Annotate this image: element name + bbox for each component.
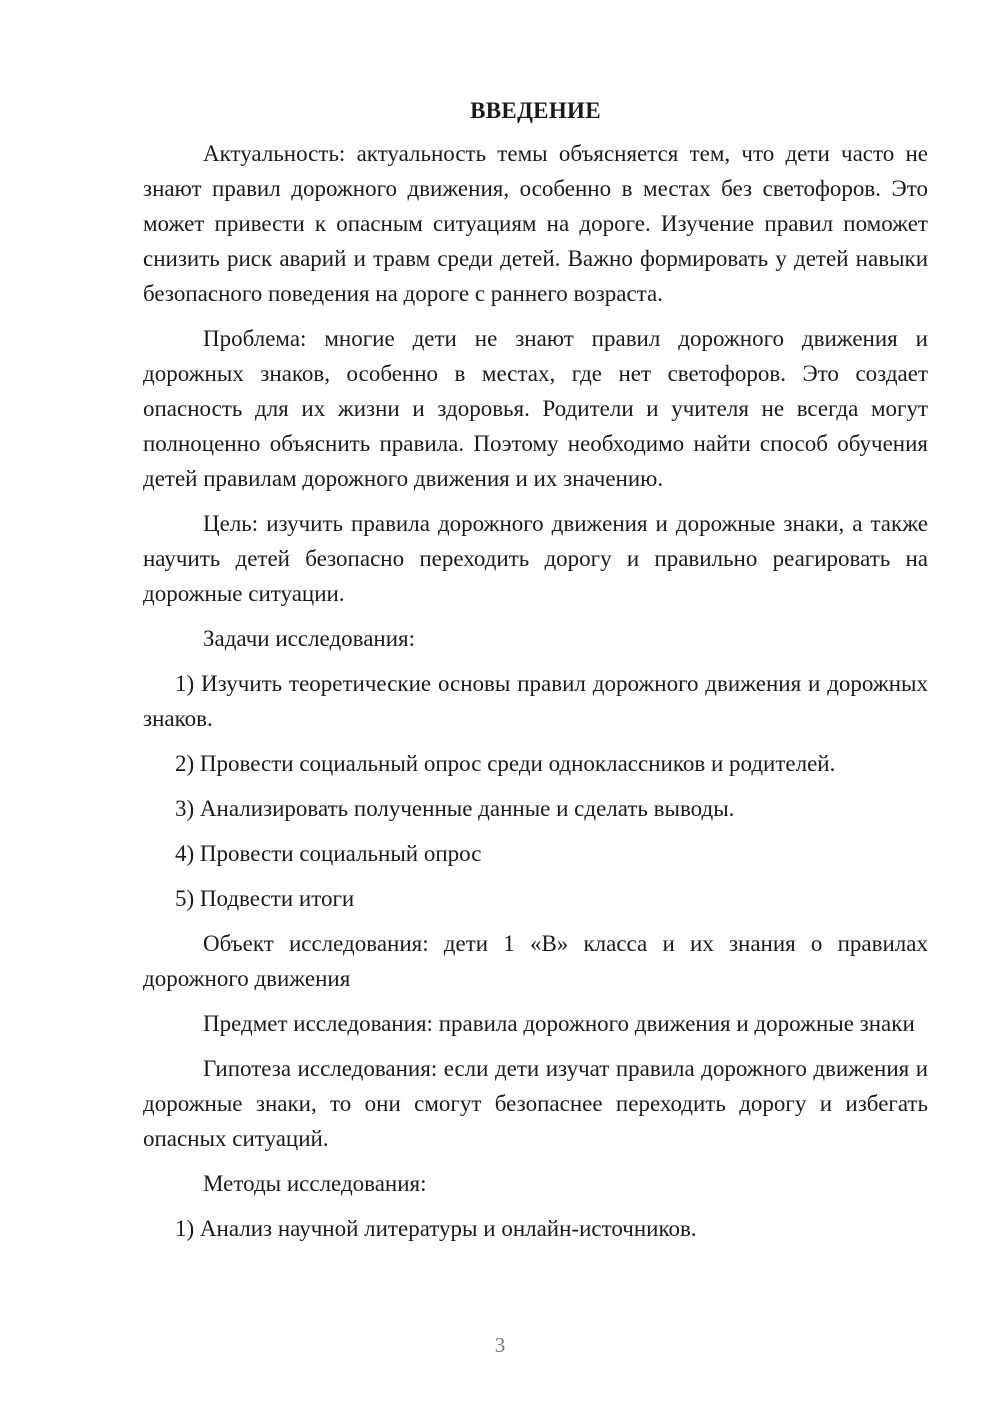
task-item-1: 1) Изучить теоретические основы правил дорожного движения и дорожных знаков. [143, 671, 928, 731]
tasks-heading: Задачи исследования: [203, 626, 416, 651]
method-item-1: 1) Анализ научной литературы и онлайн-источников. [175, 1216, 697, 1241]
task-item-2: 2) Провести социальный опрос среди одноклассников и родителей. [175, 751, 836, 776]
paragraph-problem: Проблема: многие дети не знают правил дорожного движения и дорожных знаков, особенно в местах, где нет светофоров. Это создает опасность для их жизни и здоровья. Родители и учителя не всегда могут полноценно объяснить правила. Поэтому необходимо найти способ обучения детей правилам дорожного движения и их значению. [143, 326, 928, 491]
paragraph-goal: Цель: изучить правила дорожного движения и дорожные знаки, а также научить детей безопасно переходить дорогу и правильно реагировать на дорожные ситуации. [143, 511, 928, 606]
paragraph-object: Объект исследования: дети 1 «В» класса и их знания о правилах дорожного движения [143, 931, 928, 991]
page-number: 3 [494, 1333, 506, 1357]
task-item-3: 3) Анализировать полученные данные и сделать выводы. [175, 796, 735, 821]
methods-heading: Методы исследования: [203, 1171, 427, 1196]
section-title: ВВЕДЕНИЕ [470, 98, 601, 123]
paragraph-subject: Предмет исследования: правила дорожного движения и дорожные знаки [203, 1011, 915, 1036]
page-content [143, 93, 928, 1256]
task-item-4: 4) Провести социальный опрос [175, 841, 482, 866]
paragraph-hypothesis: Гипотеза исследования: если дети изучат правила дорожного движения и дорожные знаки, то они смогут безопаснее переходить дорогу и избегать опасных ситуаций. [143, 1056, 928, 1151]
paragraph-relevance: Актуальность: актуальность темы объясняется тем, что дети часто не знают правил дорожного движения, особенно в местах без светофоров. Это может привести к опасным ситуациям на дороге. Изучение правил поможет снизить риск аварий и травм среди детей. Важно формировать у детей навыки безопасного поведения на дороге с раннего возраста. [143, 141, 928, 306]
task-item-5: 5) Подвести итоги [175, 886, 355, 911]
